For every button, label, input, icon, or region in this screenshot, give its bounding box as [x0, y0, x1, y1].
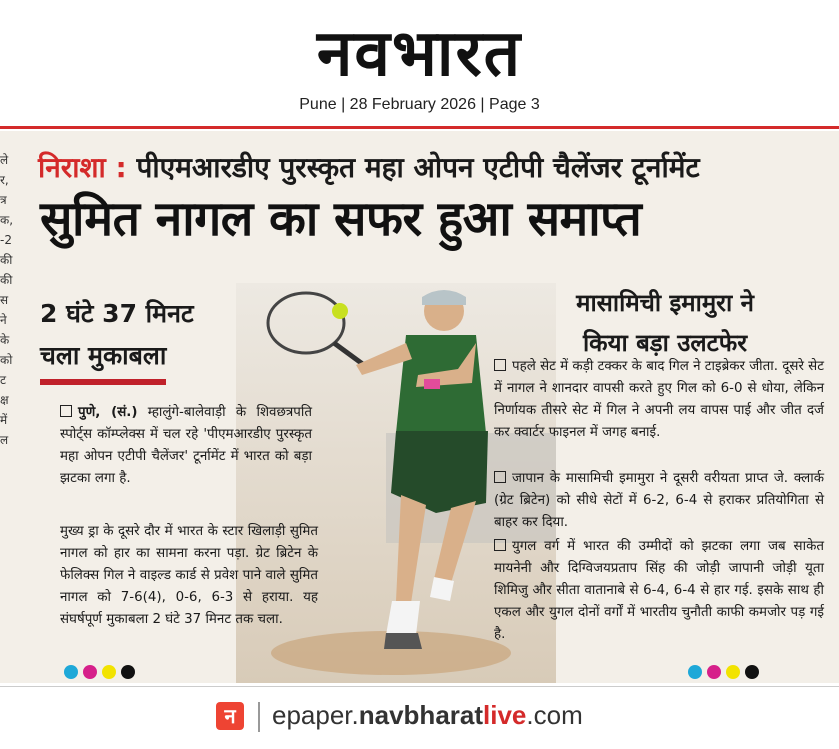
registration-dot — [83, 665, 97, 679]
cmyk-registration-marks-left — [64, 664, 140, 678]
fragment-line: स — [0, 293, 9, 307]
byline: पुणे, (सं.) — [78, 405, 138, 420]
article-headline: सुमित नागल का सफर हुआ समाप्त — [40, 191, 642, 247]
registration-dot — [726, 665, 740, 679]
left-subheading-line-2: चला मुकाबला — [40, 335, 166, 385]
article-paragraph-2: मुख्य ड्रा के दूसरे दौर में भारत के स्टार खिलाड़ी सुमित नागल को हार का सामना करना पड़ा. ग्रेट ब्रिटेन के फेलिक्स गिल ने वाइल्ड कार्ड से प्रवेश पाने वाले सुमित नागल को 7-6(4), 0-6, 6-3 से हराया. यह संघर्षपूर्ण मुकाबला 2 घंटे 37 मिनट तक चला. — [60, 524, 318, 627]
bullet-paragraph-1 — [494, 356, 824, 444]
right-subheading-line-1: मासामिची इमामुरा ने — [576, 289, 754, 317]
fragment-line: की — [0, 253, 13, 267]
registration-dot — [745, 665, 759, 679]
left-subheading — [40, 293, 260, 385]
right-subheading-line-2: किया बड़ा उलटफेर — [582, 329, 748, 357]
fragment-line: ट — [0, 373, 7, 387]
registration-dot — [64, 665, 78, 679]
kicker-text: पीएमआरडीए पुरस्कृत महा ओपन एटीपी चैलेंजर टूर्नामेंट — [136, 151, 700, 184]
bullet-paragraph-2 — [494, 468, 824, 534]
article-paragraph-1 — [60, 402, 312, 490]
kicker-label: निराशा : — [38, 151, 127, 184]
url-part-b: navbharat — [358, 700, 484, 730]
right-subheading — [520, 283, 810, 363]
fragment-line: को — [0, 353, 13, 367]
fragment-line: क्ष — [0, 393, 9, 407]
left-subheading-line-1: 2 घंटे 37 मिनट — [40, 299, 194, 328]
registration-dot — [102, 665, 116, 679]
navbharat-logo-icon: न — [216, 702, 244, 730]
url-part-a: epaper. — [272, 700, 359, 730]
registration-dot — [688, 665, 702, 679]
url-part-c: live — [483, 700, 527, 730]
masthead-red-rule — [0, 126, 839, 129]
fragment-line: -2 — [0, 233, 12, 247]
paragraph-1-text: म्हालुंगे-बालेवाड़ी के शिवछत्रपति स्पोर्ट्स कॉम्प्लेक्स में चल रहे 'पीएमआरडीए पुरस्कृत महा ओपन एटीपी चैलेंजर' टूर्नामेंट में भारत को बड़ा झटका लगा है. — [60, 405, 312, 486]
fragment-line: ले — [0, 153, 9, 167]
registration-dot — [121, 665, 135, 679]
footer-separator — [258, 702, 260, 732]
bullet-square-icon — [60, 405, 72, 417]
fragment-line: की — [0, 273, 13, 287]
fragment-line: ल — [0, 433, 9, 447]
fragment-line: क, — [0, 213, 14, 227]
fragment-line: के — [0, 333, 10, 347]
registration-dot — [707, 665, 721, 679]
bullet-text: जापान के मासामिची इमामुरा ने दूसरी वरीयता प्राप्त जे. क्लार्क (ग्रेट ब्रिटेन) को सीधे सेटों में 6-2, 6-4 से हराकर प्रतियोगिता से बाहर कर दिया. — [494, 471, 824, 530]
bullet-text: पहले सेट में कड़ी टक्कर के बाद गिल ने टाइब्रेकर जीता. दूसरे सेट में नागल ने शानदार वापसी करते हुए गिल को 6-0 से धोया, लेकिन निर्णायक तीसरे सेट में गिल ने अपनी लय वापस पाई और जीत दर्ज कर क्वार्टर फाइनल में जगह बनाई. — [494, 359, 824, 440]
dateline: Pune | 28 February 2026 | Page 3 — [299, 96, 540, 113]
bullet-paragraph-3 — [494, 536, 824, 646]
fragment-line: ने — [0, 313, 7, 327]
fragment-line: में — [0, 413, 8, 427]
fragment-line: त्र — [0, 193, 7, 207]
bullet-text: युगल वर्ग में भारत की उम्मीदों को झटका लगा जब साकेत मायनेनी और दिग्विजयप्रताप सिंह की जोड़ी जापानी जोड़ी यूता शिमिजु और सीता वातानाबे से 6-4, 6-4 से हार गई. इसके साथ ही एकल और युगल दोनों वर्गों में भारतीय चुनौती काफी कमजोर पड़ गई है. — [494, 539, 824, 642]
fragment-line: र, — [0, 173, 9, 187]
bullet-square-icon — [494, 359, 506, 371]
bullet-square-icon — [494, 471, 506, 483]
cmyk-registration-marks-right — [688, 664, 764, 678]
url-part-d: .com — [526, 700, 583, 730]
epaper-url-link[interactable] — [272, 700, 583, 731]
adjacent-column-fragment — [0, 150, 14, 450]
bullet-square-icon — [494, 539, 506, 551]
newspaper-logo: नवभारत — [316, 17, 523, 91]
article-kicker — [38, 148, 700, 186]
